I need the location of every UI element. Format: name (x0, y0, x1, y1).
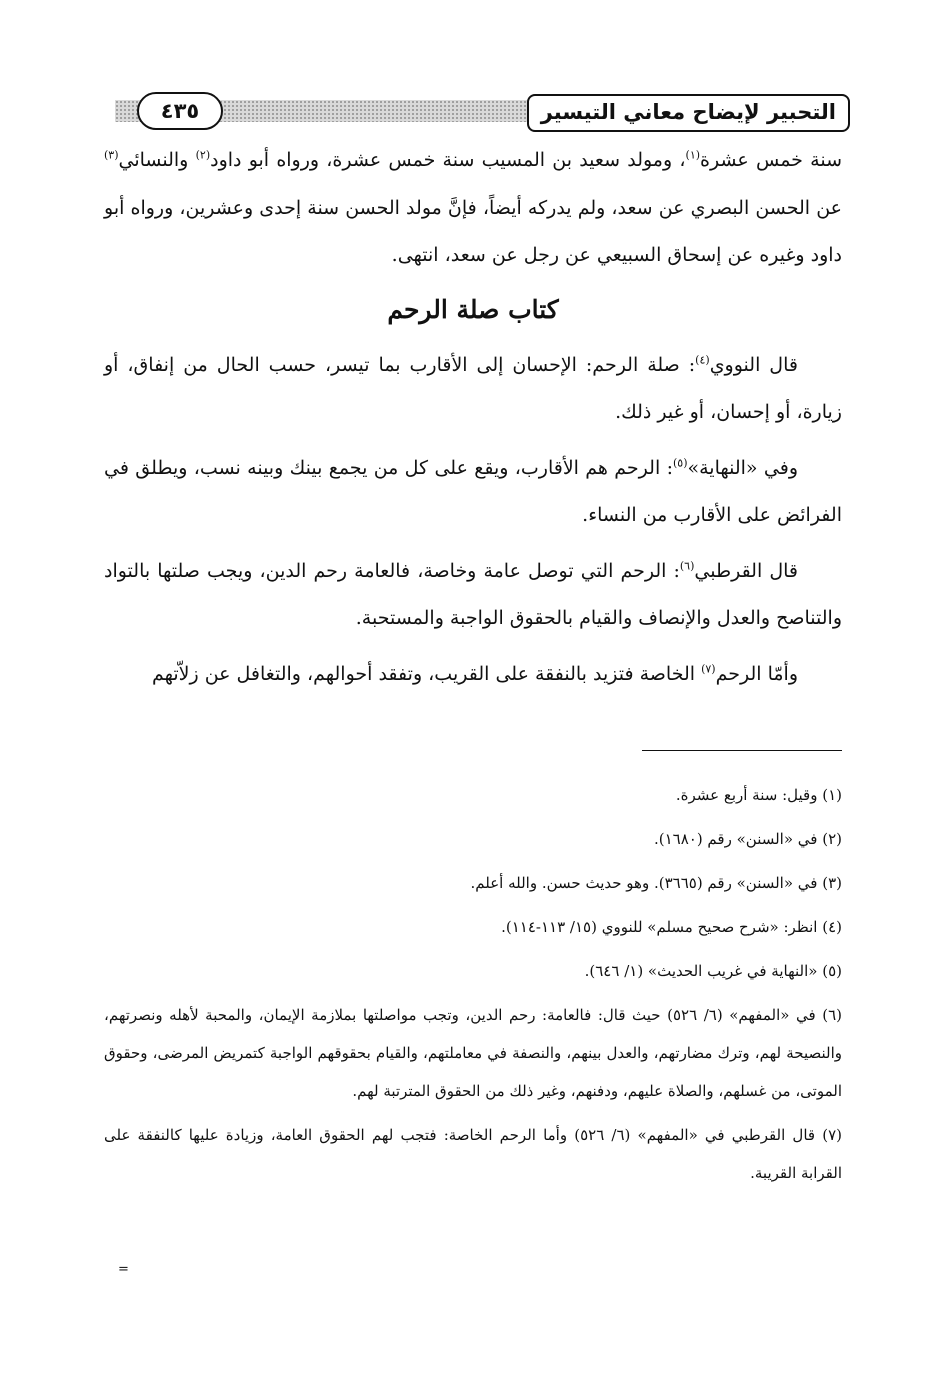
footnote-7: (٧) قال القرطبي في «المفهم» (٦/ ٥٢٦) وأما الرحم الخاصة: فتجب لهم الحقوق العامة، وزيادة عليها كالنفقة على القرابة القريبة. (104, 1126, 842, 1182)
text-run: ، ومولد سعيد بن المسيب سنة خمس عشرة، ورواه أبو داود (210, 149, 686, 171)
footnote-3: (٣) في «السنن» رقم (٣٦٦٥). وهو حديث حسن. والله أعلم. (470, 874, 842, 892)
book-title: التحبير لإيضاح معاني التيسير (527, 94, 850, 132)
paragraph-2 (104, 342, 842, 437)
text-run: سنة خمس عشرة (700, 149, 842, 171)
footnote-4: (٤) انظر: «شرح صحيح مسلم» للنووي (١٥/ ١١٣-١١٤). (501, 918, 842, 936)
text-run: الخاصة فتزيد بالنفقة على القريب، وتفقد أحوالهم، والتغافل عن زلاّتهم (151, 662, 702, 685)
main-text (104, 137, 842, 706)
chapter-title: كتاب صلة الرحم (387, 294, 559, 324)
text-run: وفي «النهاية» (687, 456, 798, 479)
page-number: ٤٣٥ (137, 92, 223, 130)
paragraph-3 (104, 445, 842, 540)
text-run: عن الحسن البصري عن سعد، ولم يدركه أيضاً، فإنَّ مولد الحسن سنة إحدى وعشرين، ورواه أبو داود وغيره عن إسحاق السبيعي عن رجل عن سعد، انتهى. (104, 196, 842, 266)
text-run: قال القرطبي (694, 559, 799, 582)
text-run: والنسائي (118, 149, 196, 171)
footnotes (104, 776, 842, 1198)
footnote-marker-4: (٤) (695, 353, 710, 367)
footnote-5: (٥) «النهاية في غريب الحديث» (١/ ٦٤٦). (584, 962, 842, 980)
footnote-marker-2: (٢) (195, 148, 211, 162)
page-continuation-mark: = (118, 1262, 129, 1277)
footnote-2: (٢) في «السنن» رقم (١٦٨٠). (653, 830, 842, 848)
running-header (115, 92, 850, 134)
footnote-1: (١) وقيل: سنة أربع عشرة. (675, 786, 842, 804)
footnote-marker-3: (٣) (104, 148, 119, 162)
paragraph-5 (104, 651, 842, 699)
text-run: قال النووي (709, 353, 798, 376)
text-run: : صلة الرحم: الإحسان إلى الأقارب بما تيسر، حسب الحال من إنفاق، أو زيارة، أو إحسان، أو غير ذلك. (104, 353, 842, 423)
footnote-marker-6: (٦) (679, 559, 695, 573)
footnote-6: (٦) في «المفهم» (٦/ ٥٢٦) حيث قال: فالعامة: رحم الدين، وتجب مواصلتها بملازمة الإيمان، والمحبة لأهله ونصرتهم، والنصيحة لهم، وترك مضارتهم، والعدل بينهم، والنصفة في معاملتهم، والقيام بحقوقهم الواجبة كتمريض المرضى، وحقوق الموتى، من غسلهم، والصلاة عليهم، ودفنهم، وغير ذلك من الحقوق المترتبة لهم. (104, 1006, 843, 1100)
footnote-marker-7: (٧) (701, 662, 716, 676)
text-run: وأمّا الرحم (715, 662, 798, 685)
paragraph-4 (104, 548, 842, 643)
paragraph-1 (104, 137, 842, 280)
text-run: : الرحم التي توصل عامة وخاصة، فالعامة رحم الدين، ويجب صلتها بالتواد والتناصح والعدل والإنصاف والقيام بالحقوق الواجبة والمستحبة. (104, 559, 842, 629)
footnote-separator (642, 750, 842, 751)
footnote-marker-5: (٥) (672, 456, 688, 470)
footnote-marker-1: (١) (685, 148, 701, 162)
text-run: : الرحم هم الأقارب، ويقع على كل من يجمع بينك وبينه نسب، ويطلق في الفرائض على الأقارب من النساء. (104, 456, 842, 526)
